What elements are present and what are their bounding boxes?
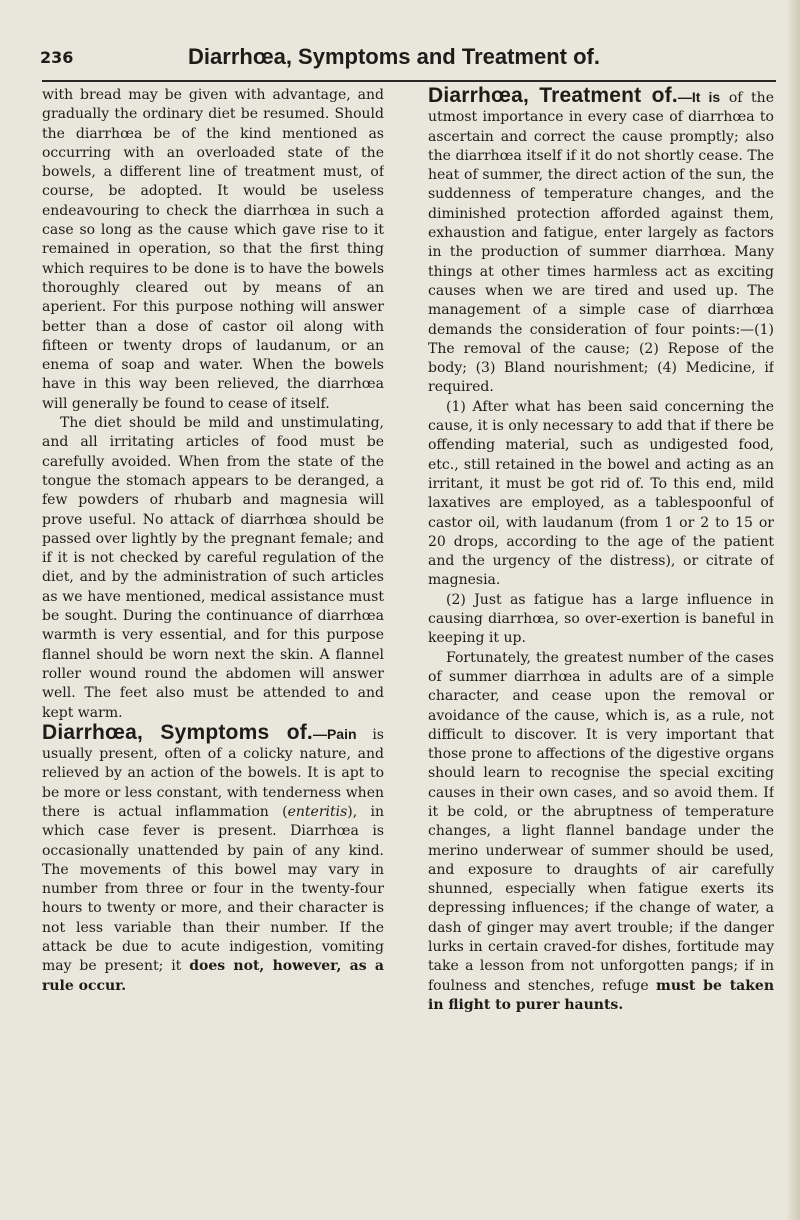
- paragraph: The diet should be mild and unstimulating, and all irritating articles of food must be carefully avoided. When from the state of the tongue the stomach appears to be deranged, a few powders of rhubarb and magnesia will prove useful. No attack of diarrhœa should be passed over lightly by the pregnant female; and if it is not checked by careful regulation of the diet, and by the administration of such articles as we have mentioned, medical assistance must be sought. During the continuance of diarrhœa warmth is very essential, and for this purpose flannel should be worn next the skin. A flannel roller wound round the abdomen will answer well. The feet also must be attended to and kept warm.: [42, 415, 384, 721]
- running-title: Diarrhœa, Symptoms and Treatment of.: [188, 44, 600, 69]
- section-treatment: [428, 86, 774, 398]
- section-title: Diarrhœa, Treatment of.: [428, 86, 678, 107]
- section-lead: —Pain: [312, 725, 357, 742]
- italic-term: enteritis: [287, 803, 348, 820]
- section-title: Diarrhœa, Symptoms of.: [42, 720, 313, 744]
- left-column: [42, 86, 384, 1210]
- page-number: 236: [40, 48, 74, 67]
- paragraph-text-bold: must be taken in flight to purer haunts.: [428, 977, 774, 1013]
- paragraph: (1) After what has been said concerning the cause, it is only necessary to add that if there be offending material, such as undigested food, etc., still retained in the bowel and acting as an irritant, it must be got rid of. To this end, mild laxatives are employed, as a tablespoonful of castor oil, with laudanum (from 1 or 2 to 15 or 20 drops, according to the age of the patient and the urgency of the distress), or citrate of magnesia.: [428, 398, 774, 589]
- right-column: [428, 86, 774, 1210]
- section-text-bold: does not, however, as a rule occur.: [42, 958, 384, 994]
- section-text: is usually present, often of a colicky nature, and relieved by an action of the bowels. It is apt to be more or less constant, with tenderness when there is actual inflammation (: [42, 726, 384, 820]
- page-edge-shadow: [786, 0, 800, 1220]
- paragraph: with bread may be given with advantage, and gradually the ordinary diet be resumed. Should the diarrhœa be of the kind mentioned as occurring with an overloaded state of the bowels, a different line of treatment must, of course, be adopted. It would be useless endeavouring to check the diarrhœa in such a case so long as the cause which gave rise to it remained in operation, so that the first thing which requires to be done is to have the bowels thoroughly cleared out by means of an aperient. For this purpose nothing will answer better than a dose of castor oil along with fifteen or twenty drops of laudanum, or an enema of soap and water. When the bowels have in this way been relieved, the diarrhœa will generally be found to cease of itself.: [42, 87, 384, 412]
- page-header: [40, 44, 780, 72]
- section-lead: —It is: [677, 89, 721, 105]
- section-text: of the utmost importance in every case of diarrhœa to ascertain and correct the cause promptly; also the diarrhœa itself if it do not shortly cease. The heat of summer, the direct action of the sun, the suddenness of temperature changes, and the diminished protection afforded against them, exhaustion and fatigue, enter largely as factors in the production of summer diarrhœa. Many things at other times harmless act as exciting causes when we are tired and used up. The management of a simple case of diarrhœa demands the consideration of four points:—(1) The removal of the cause; (2) Repose of the body; (3) Bland nourishment; (4) Medicine, if required.: [428, 90, 774, 396]
- section-text: ), in which case fever is present. Diarrhœa is occasionally unattended by pain of any kind. The movements of this bowel may vary in number from three or four in the twenty-four hours to twenty or more, and their character is not less variable than their number. If the attack be due to acute indigestion, vomiting may be present; it: [42, 803, 384, 975]
- header-rule: [42, 80, 776, 82]
- paragraph: (2) Just as fatigue has a large influence in causing diarrhœa, so over-exertion is baneful in keeping it up.: [428, 591, 774, 647]
- paragraph-text: Fortunately, the greatest number of the cases of summer diarrhœa in adults are of a simple character, and cease upon the removal or avoidance of the cause, which is, as a rule, not difficult to discover. It is very important that those prone to affections of the digestive organs should learn to recognise the special exciting causes in their own cases, and so avoid them. If it be cold, or the abruptness of temperature changes, a light flannel bandage under the merino underwear of summer should be used, and exposure to draughts of air carefully shunned, especially when fatigue exerts its depressing influences; if the change of water, a dash of ginger may avert trouble; if the danger lurks in certain craved-for dishes, fortitude may take a lesson from not unforgotten pangs; if in foulness and stenches, refuge: [428, 649, 774, 994]
- paragraph: [428, 649, 774, 1016]
- section-symptoms: [42, 720, 384, 996]
